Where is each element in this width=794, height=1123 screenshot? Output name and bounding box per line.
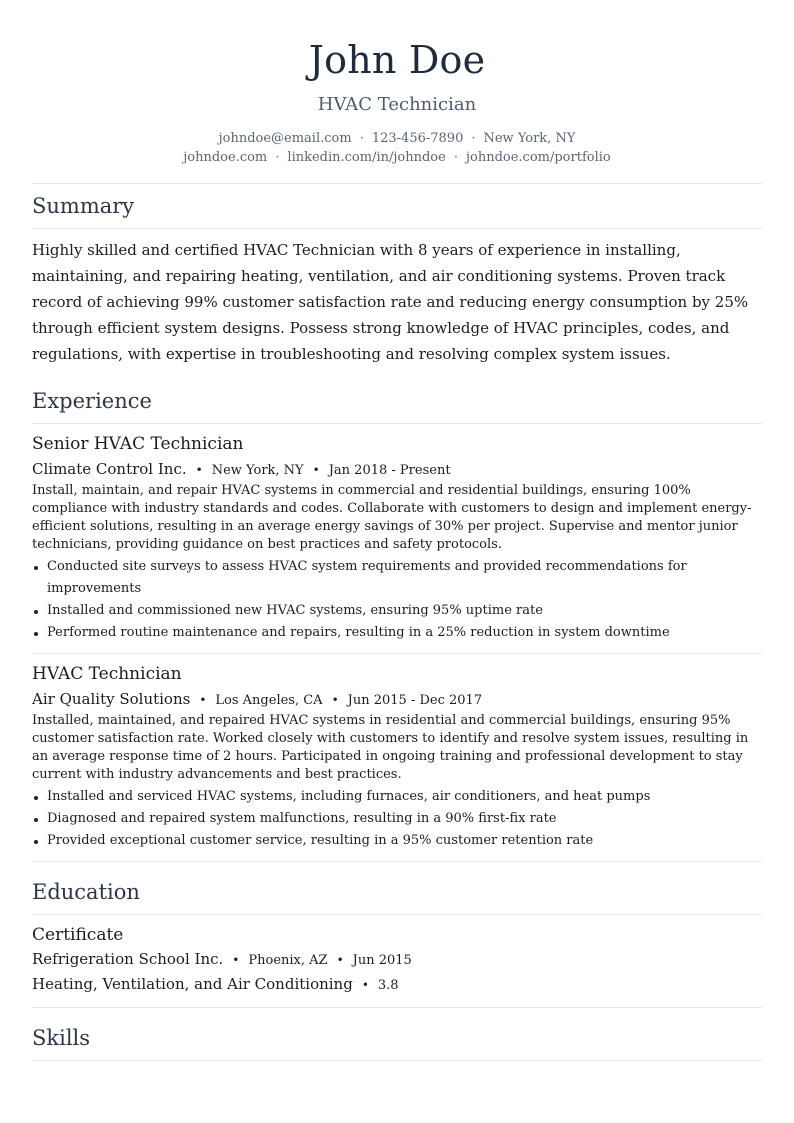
education-school-line [32, 947, 762, 972]
experience-entry [32, 424, 762, 644]
job-dates: Jan 2018 - Present [328, 463, 451, 478]
list-item: Installed and commissioned new HVAC systems, ensuring 95% uptime rate [32, 600, 762, 622]
job-meta [32, 456, 762, 482]
job-location: New York, NY [211, 463, 304, 478]
contact-separator: · [453, 150, 458, 165]
list-item: Performed routine maintenance and repairs, resulting in a 25% reduction in system downtime [32, 622, 762, 644]
portfolio-link[interactable]: johndoe.com/portfolio [465, 150, 611, 165]
job-dates: Jun 2015 - Dec 2017 [347, 693, 483, 708]
divider [32, 861, 762, 862]
education-field-line [32, 972, 762, 997]
job-role: HVAC Technician [32, 664, 182, 684]
school-location: Phoenix, AZ [248, 953, 328, 968]
job-meta [32, 686, 762, 712]
divider [32, 1060, 762, 1061]
location-text: New York, NY [483, 131, 576, 146]
meta-bullet: • [336, 953, 344, 967]
job-bullet-list [32, 556, 762, 644]
divider [32, 1007, 762, 1008]
school-name: Refrigeration School Inc. [32, 950, 224, 968]
list-item: Diagnosed and repaired system malfunctions, resulting in a 90% first-fix rate [32, 808, 762, 830]
summary-text: Highly skilled and certified HVAC Technician with 8 years of experience in installing, maintaining, and repairing heating, ventilation, and air conditioning systems. Proven track record of achieving 99% customer satisfaction rate and reducing energy consumption by 25% through efficient system designs. Possess strong knowledge of HVAC principles, codes, and regulations, with expertise in troubleshooting and resolving complex system issues. [32, 241, 749, 363]
section-heading-skills: Skills [32, 1026, 91, 1050]
list-item: Installed and serviced HVAC systems, including furnaces, air conditioners, and heat pumps [32, 786, 762, 808]
candidate-name: John Doe [308, 38, 486, 82]
resume-page [32, 0, 762, 1061]
section-heading-experience: Experience [32, 389, 152, 413]
website-link[interactable]: johndoe.com [183, 150, 268, 165]
contact-separator: · [275, 150, 280, 165]
list-item: Provided exceptional customer service, resulting in a 95% customer retention rate [32, 830, 762, 852]
education-entry [32, 915, 762, 1007]
meta-bullet: • [195, 463, 203, 477]
company-name: Climate Control Inc. [32, 460, 187, 478]
email-link[interactable]: johndoe@email.com [218, 131, 352, 146]
section-heading-summary: Summary [32, 194, 135, 218]
education-degree: Certificate [32, 925, 124, 945]
job-description: Installed, maintained, and repaired HVAC systems in residential and commercial buildings, ensuring 95% customer satisfaction rate. Worked closely with customers to identify and resolve system issues, resulting in an average response time of 2 hours. Participated in ongoing training and professional development to stay current with industry advancements and best practices. [32, 713, 749, 782]
job-location: Los Angeles, CA [215, 693, 323, 708]
job-title: HVAC Technician [317, 94, 477, 115]
contact-line-1 [32, 129, 762, 148]
linkedin-link[interactable]: linkedin.com/in/johndoe [287, 150, 446, 165]
list-item: Conducted site surveys to assess HVAC system requirements and provided recommendations for improvements [32, 556, 762, 600]
contact-separator: · [471, 131, 476, 146]
field-of-study: Heating, Ventilation, and Air Conditioning [32, 975, 353, 993]
job-bullet-list [32, 786, 762, 852]
contact-separator: · [359, 131, 364, 146]
meta-bullet: • [232, 953, 240, 967]
job-description: Install, maintain, and repair HVAC systems in commercial and residential buildings, ensuring 100% compliance with industry standards and codes. Collaborate with customers to design and implement energy-efficient solutions, resulting in an average energy savings of 30% per project. Supervise and mentor junior technicians, providing guidance on best practices and safety protocols. [32, 483, 752, 552]
meta-bullet: • [199, 693, 207, 707]
job-role: Senior HVAC Technician [32, 434, 244, 454]
experience-entry [32, 654, 762, 852]
gpa-value: 3.8 [377, 978, 399, 993]
graduation-date: Jun 2015 [352, 953, 412, 968]
section-heading-education: Education [32, 880, 140, 904]
contact-line-2 [32, 148, 762, 167]
meta-bullet: • [361, 978, 369, 992]
meta-bullet: • [312, 463, 320, 477]
meta-bullet: • [331, 693, 339, 707]
phone-text: 123-456-7890 [371, 131, 464, 146]
company-name: Air Quality Solutions [32, 690, 191, 708]
